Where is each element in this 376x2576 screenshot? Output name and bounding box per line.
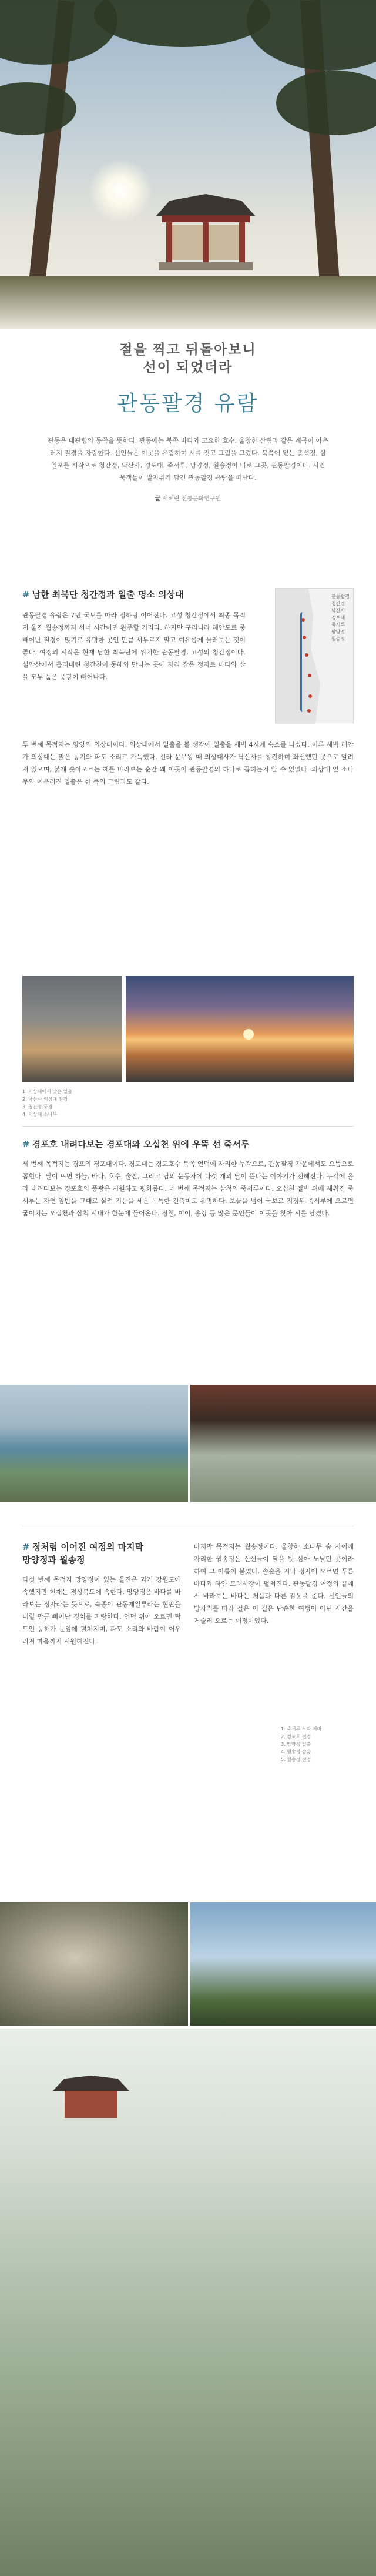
pavilion (156, 194, 256, 270)
map-marker (305, 653, 308, 657)
map-legend: 관동팔경 청간정 낙산사 경포대 죽서루 망양정 월송정 (331, 594, 350, 642)
map-marker (303, 636, 306, 639)
section-2-heading: # 경포호 내려다보는 경포대와 오십천 위에 우뚝 선 죽서루 (22, 1139, 250, 1150)
section-2 (22, 1138, 354, 1219)
kicker-line-2: 선이 되었더라 (143, 360, 233, 375)
map-marker (308, 694, 312, 698)
map-coast-route (300, 612, 305, 712)
pavilion (53, 2076, 129, 2129)
photo-rock-outcrop (0, 1902, 188, 2026)
section-1-body-b: 두 번째 목적지는 양양의 의상대이다. 의상대에서 일출을 볼 생각에 일출을 세벽 4시에 숙소를 나섰다. 이른 새벽 해안가 의상대는 맑은 공기와 파도 소리로 가득했다. 신라 문무왕 때 의상대사가 낙산사를 창건하며 좌선했던 곳으로 알려져 있으며, 붉게 솟아오르는 해를 바라보는 순간 왜 이곳이 관동팔경의 하나로 꼽히는지 알 수 있었다. 의상대 옆 소나무와 어우러진 일출은 한 폭의 그림과도 같다. (22, 741, 354, 786)
photo-captions-2: 1. 죽서루 누각 처마 2. 경포호 전경 3. 망양정 일출 4. 월송정 솔숲 5. 월송정 전경 (281, 1726, 322, 1762)
photo-dawn-temple-roof (22, 976, 122, 1082)
photo-pine-forest-pavilion (0, 2029, 376, 2576)
section-1 (22, 588, 246, 683)
photo-captions-1: 1. 의상대에서 맞은 일출 2. 낙산사 의상대 전경 3. 청간정 풍경 4. 의상대 소나무 (22, 1089, 72, 1117)
map-marker (308, 674, 311, 677)
hero-photo-pavilion-pines (0, 0, 376, 329)
route-map (275, 588, 354, 723)
section-3 (22, 1541, 181, 1648)
section-1-heading: # 남한 최북단 청간정과 일출 명소 의상대 (22, 589, 184, 600)
byline-text: 서혜린 전통문화연구원 (162, 496, 221, 502)
section-1-continued (22, 739, 354, 788)
map-marker (301, 618, 305, 622)
lead-paragraph: 관동은 대관령의 동쪽을 뜻한다. 관동에는 북쪽 바다와 고요한 호수, 울창한 산림과 같은 계곡이 아우러져 절경을 자랑한다. 선인들은 이곳을 유람하며 시를 짓고 그림을 그렸다. 북쪽에 있는 총석정, 삼일포를 시작으로 청간정, 낙산사, 경포대, 죽서루, 망양정, 월송정이 바로 그곳, 관동팔경이다. 시인 묵객들이 발자취가 담긴 관동팔경 유람을 떠난다. (48, 437, 328, 482)
map-land (276, 589, 323, 724)
article-title: 관동팔경 유람 (117, 392, 259, 416)
section-2-body: 세 번째 목적지는 경포의 경포대이다. 경포대는 경포호수 북쪽 언덕에 자리한 누각으로, 관동팔경 가운데서도 으뜸으로 꼽힌다. 달이 뜨면 하늘, 바다, 호수, 술잔, 그리고 님의 눈동자에 다섯 개의 달이 뜬다는 이야기가 전해진다. 누각에 올라 내려다보는 경포호의 풍광은 시원하고 평화롭다. 네 번째 목적지는 삼척의 죽서루이다. 오십천 절벽 위에 세워진 죽서루는 자연 암반을 그대로 살려 기둥을 세운 독특한 건축미로 유명하다. 보물을 넘어 국보로 지정된 죽서루에 오르면 굽이치는 오십천과 삼척 시내가 한눈에 들어온다. 정철, 이이, 송강 등 많은 문인들이 이곳을 찾아 시를 남겼다. (22, 1160, 354, 1217)
divider (22, 1126, 354, 1127)
byline (0, 493, 376, 502)
photo-sunrise-sea (126, 976, 354, 1082)
pine-canopy (247, 0, 376, 71)
photo-pine-pavilion (190, 1902, 376, 2026)
photo-jukseoru-eaves (190, 1385, 376, 1502)
pine-canopy (94, 0, 270, 47)
photo-gyeongpo-lake (0, 1385, 188, 1502)
section-1-body-a: 관동팔경 유람은 7번 국도를 따라 정하링 이어진다. 고성 청간정에서 최종 목적지 울진 월송정까지 서너 시간이면 완주할 거리다. 하지만 구리나라 해안도로 중 빼어난 절경이 많기로 유명한 곳인 만큼 서두르지 말고 여유롭게 둘러보는 것이 좋다. 여정의 시작은 현재 남한 최북단에 위치한 관동팔경, 고성의 청간정이다. 설악산에서 흘러내린 청간천이 동해와 만나는 곳에 자리 잡은 정자로 바다와 산을 모두 품은 풍광이 빼어나다. (22, 612, 246, 681)
section-3-continued (194, 1541, 354, 1627)
sun-orb (243, 1029, 254, 1040)
byline-label: 글 (155, 496, 161, 502)
section-3-body-b: 마지막 목적지는 월송정이다. 울창한 소나무 숲 사이에 자리한 월송정은 신선들이 달을 벗 삼아 노닐던 곳이라 하여 그 이름이 붙었다. 솔숲을 지나 정자에 오르면 푸른 바다와 하얀 모래사장이 펼쳐진다. 관동팔경 여정의 끝에서 바라보는 바다는 처음과 다른 감동을 준다. 선인들의 발자취를 따라 걸은 이 길은 단순한 여행이 아닌 시간을 거슬러 오르는 여정이었다. (194, 1543, 354, 1625)
pine-canopy (276, 71, 376, 135)
section-3-heading: # 정처럼 이어진 여정의 마지막 망양정과 월송정 (22, 1542, 144, 1565)
kicker-line-1: 절을 찍고 뒤돌아보니 (119, 342, 257, 357)
ground (0, 276, 376, 329)
sun-glow (88, 159, 153, 223)
section-3-body-a: 다섯 번째 목적지 망양정이 있는 울진은 과거 강원도에 속했지만 현재는 경상북도에 속한다. 망양정은 바다를 바라보는 정자라는 뜻으로, 숙종이 관동제일루라는 현판을 내릴 만큼 빼어난 경치를 자랑한다. 언덕 위에 오르면 탁 트인 동해가 눈앞에 펼쳐지며, 파도 소리와 바람이 어우러져 마음까지 시원해진다. (22, 1576, 181, 1645)
intro (0, 341, 376, 502)
map-marker (307, 709, 311, 713)
